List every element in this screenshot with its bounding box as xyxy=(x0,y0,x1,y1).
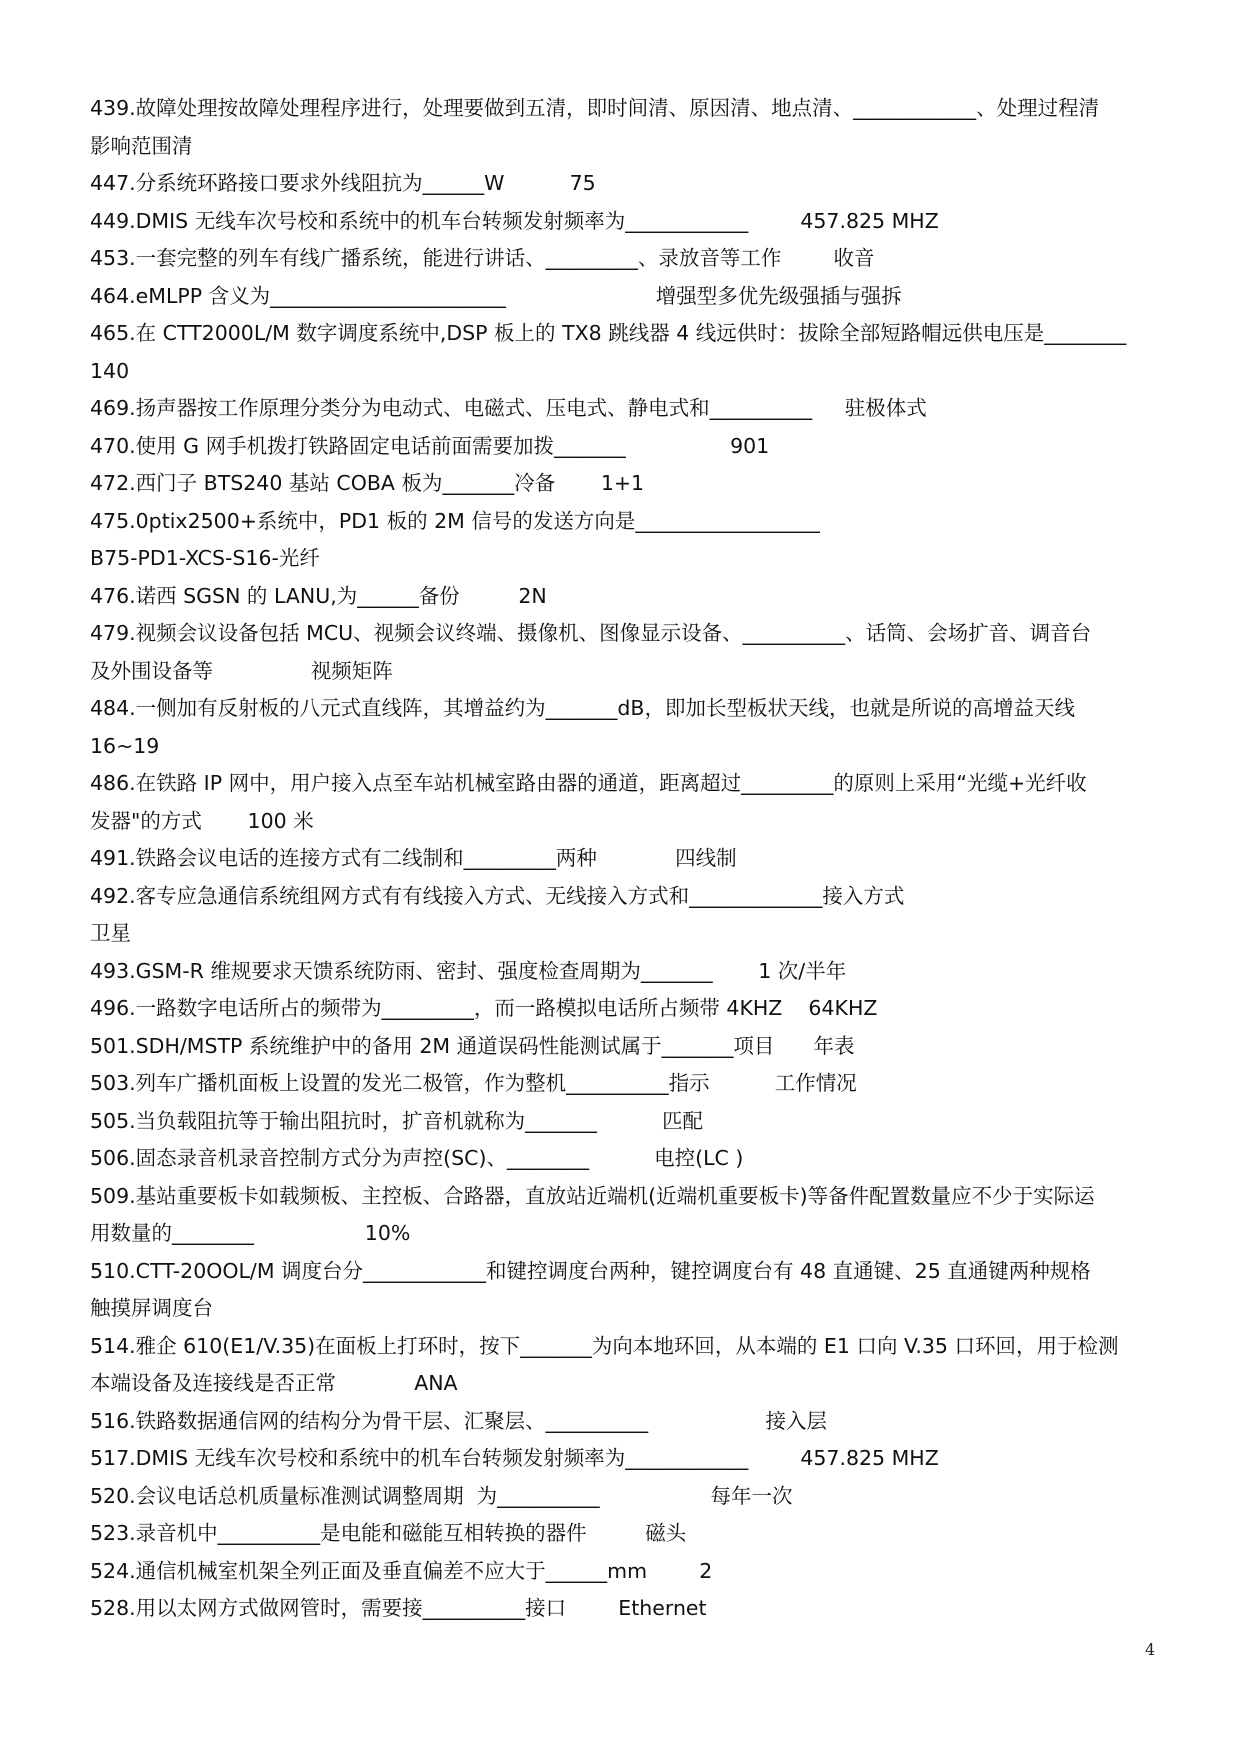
text-line: 16~19 xyxy=(90,733,160,758)
text-line: 510.CTT-20OOL/M 调度台分____________和键控调度台两种，键控调度台有 48 直通键、25 直通键两种规格 xyxy=(90,1258,1091,1283)
text-line: 472.西门子 BTS240 基站 COBA 板为_______冷备 1+1 xyxy=(90,471,645,495)
text-line: 本端设备及连接线是否正常 ANA xyxy=(90,1371,458,1395)
text-line: 触摸屏调度台 xyxy=(90,1296,213,1320)
text-line: 506.固态录音机录音控制方式分为声控(SC)、________ 电控(LC ) xyxy=(90,1146,744,1170)
text-line: 486.在铁路 IP 网中，用户接入点至车站机械室路由器的通道，距离超过_________的原则上采用“光缆+光纤收 xyxy=(90,771,1087,795)
text-line: 523.录音机中__________是电能和磁能互相转换的器件 磁头 xyxy=(90,1521,687,1545)
text-line: 449.DMIS 无线车次号校和系统中的机车台转频发射频率为____________ 457.825 MHZ xyxy=(90,208,939,233)
text-line: 492.客专应急通信系统组网方式有有线接入方式、无线接入方式和_____________接入方式 xyxy=(90,883,905,908)
text-line: 439.故障处理按故障处理程序进行，处理要做到五清，即时间清、原因清、地点清、____________、处理过程清 xyxy=(90,96,1100,120)
page-number: 4 xyxy=(1145,1640,1156,1659)
text-line: 491.铁路会议电话的连接方式有二线制和_________两种 四线制 xyxy=(90,846,737,870)
text-line: 及外围设备等 视频矩阵 xyxy=(90,658,393,683)
question-list xyxy=(90,90,1170,1628)
text-line: 影响范围清 xyxy=(90,133,193,158)
text-line: 479.视频会议设备包括 MCU、视频会议终端、摄像机、图像显示设备、__________、话筒、会场扩音、调音台 xyxy=(90,621,1092,645)
text-line: 501.SDH/MSTP 系统维护中的备用 2M 通道误码性能测试属于_______项目 年表 xyxy=(90,1033,855,1058)
text-line: 140 xyxy=(90,358,130,383)
text-line: 517.DMIS 无线车次号校和系统中的机车台转频发射频率为____________ 457.825 MHZ xyxy=(90,1446,939,1470)
text-line: 493.GSM-R 维规要求天馈系统防雨、密封、强度检查周期为_______ 1 次/半年 xyxy=(90,958,847,983)
text-line: 524.通信机械室机架全列正面及垂直偏差不应大于______mm 2 xyxy=(90,1558,713,1583)
text-line: 卫星 xyxy=(90,921,131,945)
text-line: 475.0ptix2500+系统中，PD1 板的 2M 信号的发送方向是__________________ xyxy=(90,508,820,533)
text-line: 发器"的方式 100 米 xyxy=(90,808,314,833)
text-line: 503.列车广播机面板上设置的发光二极管，作为整机__________指示 工作情况 xyxy=(90,1071,857,1095)
text-line: 520.会议电话总机质量标准测试调整周期 为__________ 每年一次 xyxy=(90,1483,793,1508)
text-line: 用数量的________ 10% xyxy=(90,1221,411,1245)
text-line: 514.雅企 610(E1/V.35)在面板上打环时，按下_______为向本地环回，从本端的 E1 口向 V.35 口环回，用于检测 xyxy=(90,1333,1119,1358)
text-line: 469.扬声器按工作原理分类分为电动式、电磁式、压电式、静电式和__________ 驻极体式 xyxy=(90,396,927,420)
text-line: 464.eMLPP 含义为_______________________ 增强型多优先级强插与强拆 xyxy=(90,283,902,308)
text-line: 516.铁路数据通信网的结构分为骨干层、汇聚层、__________ 接入层 xyxy=(90,1408,827,1433)
text-line: 465.在 CTT2000L/M 数字调度系统中,DSP 板上的 TX8 跳线器 4 线远供时：拔除全部短路帽远供电压是________ xyxy=(90,321,1127,345)
text-line: 505.当负载阻抗等于输出阻抗时，扩音机就称为_______ 匹配 xyxy=(90,1108,704,1133)
text-line: 470.使用 G 网手机拨打铁路固定电话前面需要加拨_______ 901 xyxy=(90,433,770,458)
text-line: 476.诺西 SGSN 的 LANU,为______备份 2N xyxy=(90,583,547,608)
text-line: 447.分系统环路接口要求外线阻抗为______W 75 xyxy=(90,171,596,195)
text-line: 453.一套完整的列车有线广播系统，能进行讲话、_________、录放音等工作 收音 xyxy=(90,246,875,270)
text-line: 496.一路数字电话所占的频带为_________，而一路模拟电话所占频带 4KHZ 64KHZ xyxy=(90,996,878,1020)
text-line: B75-PD1-XCS-S16-光纤 xyxy=(90,546,320,570)
text-line: 484.一侧加有反射板的八元式直线阵，其增益约为_______dB，即加长型板状天线，也就是所说的高增益天线 xyxy=(90,696,1075,720)
text-line: 509.基站重要板卡如载频板、主控板、合路器，直放站近端机(近端机重要板卡)等备件配置数量应不少于实际运 xyxy=(90,1183,1095,1208)
text-line: 528.用以太网方式做网管时，需要接__________接口 Ethernet xyxy=(90,1596,707,1620)
